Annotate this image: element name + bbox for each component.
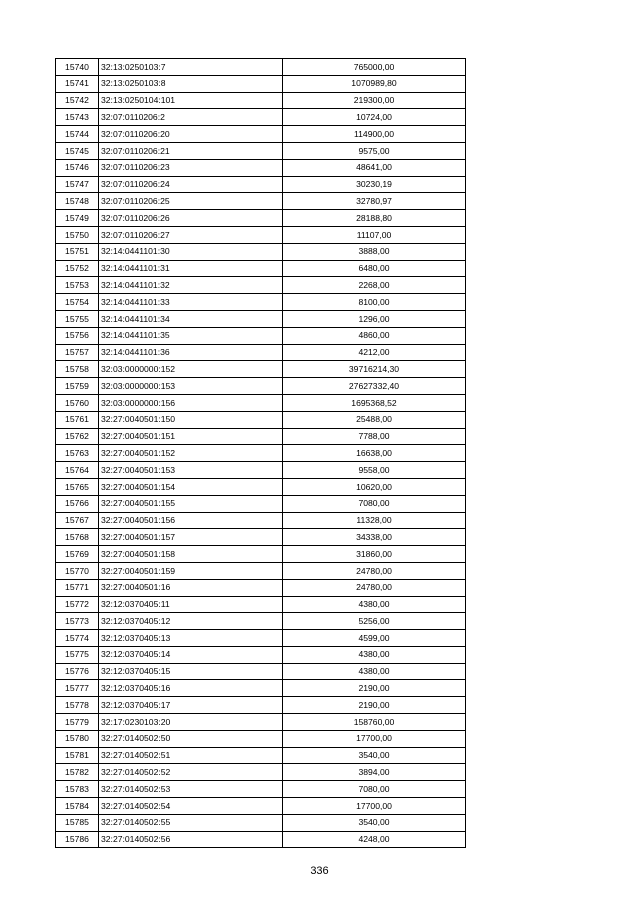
value-cell: 48641,00 bbox=[283, 159, 466, 176]
cadastral-number-cell: 32:14:0441101:31 bbox=[99, 260, 283, 277]
row-number-cell: 15748 bbox=[56, 193, 99, 210]
table-row bbox=[56, 176, 466, 193]
table-row bbox=[56, 226, 466, 243]
cadastral-number-cell: 32:12:0370405:13 bbox=[99, 630, 283, 647]
row-number-cell: 15746 bbox=[56, 159, 99, 176]
row-number-cell: 15747 bbox=[56, 176, 99, 193]
value-cell: 4212,00 bbox=[283, 344, 466, 361]
cadastral-number-cell: 32:27:0040501:158 bbox=[99, 546, 283, 563]
cadastral-number-cell: 32:27:0040501:154 bbox=[99, 478, 283, 495]
value-cell: 31860,00 bbox=[283, 546, 466, 563]
value-cell: 219300,00 bbox=[283, 92, 466, 109]
cadastral-number-cell: 32:14:0441101:34 bbox=[99, 310, 283, 327]
value-cell: 1695368,52 bbox=[283, 394, 466, 411]
table-row bbox=[56, 327, 466, 344]
row-number-cell: 15764 bbox=[56, 462, 99, 479]
cadastral-number-cell: 32:27:0040501:16 bbox=[99, 579, 283, 596]
table-row bbox=[56, 361, 466, 378]
table-row bbox=[56, 310, 466, 327]
value-cell: 17700,00 bbox=[283, 730, 466, 747]
row-number-cell: 15772 bbox=[56, 596, 99, 613]
cadastral-number-cell: 32:07:0110206:2 bbox=[99, 109, 283, 126]
value-cell: 3888,00 bbox=[283, 243, 466, 260]
cadastral-number-cell: 32:13:0250103:7 bbox=[99, 59, 283, 76]
cadastral-number-cell: 32:13:0250104:101 bbox=[99, 92, 283, 109]
value-cell: 30230,19 bbox=[283, 176, 466, 193]
cadastral-number-cell: 32:27:0040501:151 bbox=[99, 428, 283, 445]
value-cell: 32780,97 bbox=[283, 193, 466, 210]
value-cell: 24780,00 bbox=[283, 579, 466, 596]
value-cell: 39716214,30 bbox=[283, 361, 466, 378]
cadastral-number-cell: 32:27:0140502:51 bbox=[99, 747, 283, 764]
cadastral-number-cell: 32:03:0000000:153 bbox=[99, 378, 283, 395]
row-number-cell: 15785 bbox=[56, 814, 99, 831]
table-row bbox=[56, 277, 466, 294]
table-row bbox=[56, 781, 466, 798]
cadastral-number-cell: 32:17:0230103:20 bbox=[99, 714, 283, 731]
row-number-cell: 15749 bbox=[56, 210, 99, 227]
table-row bbox=[56, 495, 466, 512]
value-cell: 28188,80 bbox=[283, 210, 466, 227]
table-row bbox=[56, 243, 466, 260]
table-row bbox=[56, 193, 466, 210]
table-row bbox=[56, 529, 466, 546]
value-cell: 4860,00 bbox=[283, 327, 466, 344]
value-cell: 4380,00 bbox=[283, 596, 466, 613]
cadastral-number-cell: 32:14:0441101:36 bbox=[99, 344, 283, 361]
cadastral-number-cell: 32:27:0040501:150 bbox=[99, 411, 283, 428]
row-number-cell: 15778 bbox=[56, 697, 99, 714]
cadastral-number-cell: 32:12:0370405:12 bbox=[99, 613, 283, 630]
row-number-cell: 15754 bbox=[56, 294, 99, 311]
table-row bbox=[56, 697, 466, 714]
table-row bbox=[56, 831, 466, 848]
row-number-cell: 15759 bbox=[56, 378, 99, 395]
row-number-cell: 15761 bbox=[56, 411, 99, 428]
cadastral-number-cell: 32:12:0370405:15 bbox=[99, 663, 283, 680]
row-number-cell: 15766 bbox=[56, 495, 99, 512]
row-number-cell: 15760 bbox=[56, 394, 99, 411]
table-row bbox=[56, 109, 466, 126]
cadastral-number-cell: 32:07:0110206:23 bbox=[99, 159, 283, 176]
table-row bbox=[56, 142, 466, 159]
value-cell: 9575,00 bbox=[283, 142, 466, 159]
row-number-cell: 15758 bbox=[56, 361, 99, 378]
cadastral-number-cell: 32:12:0370405:11 bbox=[99, 596, 283, 613]
table-row bbox=[56, 798, 466, 815]
table-row bbox=[56, 478, 466, 495]
row-number-cell: 15765 bbox=[56, 478, 99, 495]
value-cell: 34338,00 bbox=[283, 529, 466, 546]
row-number-cell: 15782 bbox=[56, 764, 99, 781]
table-row bbox=[56, 378, 466, 395]
row-number-cell: 15784 bbox=[56, 798, 99, 815]
value-cell: 2190,00 bbox=[283, 697, 466, 714]
value-cell: 4248,00 bbox=[283, 831, 466, 848]
row-number-cell: 15769 bbox=[56, 546, 99, 563]
table-row bbox=[56, 428, 466, 445]
value-cell: 11328,00 bbox=[283, 512, 466, 529]
row-number-cell: 15757 bbox=[56, 344, 99, 361]
table-body bbox=[56, 59, 466, 848]
value-cell: 765000,00 bbox=[283, 59, 466, 76]
value-cell: 25488,00 bbox=[283, 411, 466, 428]
value-cell: 10620,00 bbox=[283, 478, 466, 495]
cadastral-number-cell: 32:27:0140502:56 bbox=[99, 831, 283, 848]
row-number-cell: 15773 bbox=[56, 613, 99, 630]
cadastral-number-cell: 32:27:0140502:54 bbox=[99, 798, 283, 815]
table-row bbox=[56, 462, 466, 479]
cadastral-number-cell: 32:07:0110206:25 bbox=[99, 193, 283, 210]
row-number-cell: 15751 bbox=[56, 243, 99, 260]
row-number-cell: 15755 bbox=[56, 310, 99, 327]
value-cell: 27627332,40 bbox=[283, 378, 466, 395]
cadastral-number-cell: 32:07:0110206:20 bbox=[99, 126, 283, 143]
value-cell: 11107,00 bbox=[283, 226, 466, 243]
table-row bbox=[56, 663, 466, 680]
value-cell: 4380,00 bbox=[283, 663, 466, 680]
cadastral-number-cell: 32:13:0250103:8 bbox=[99, 75, 283, 92]
row-number-cell: 15742 bbox=[56, 92, 99, 109]
table-row bbox=[56, 126, 466, 143]
table-row bbox=[56, 260, 466, 277]
value-cell: 1070989,80 bbox=[283, 75, 466, 92]
cadastral-number-cell: 32:03:0000000:156 bbox=[99, 394, 283, 411]
row-number-cell: 15767 bbox=[56, 512, 99, 529]
cadastral-number-cell: 32:07:0110206:26 bbox=[99, 210, 283, 227]
parcel-value-table bbox=[55, 58, 466, 848]
row-number-cell: 15768 bbox=[56, 529, 99, 546]
table-row bbox=[56, 59, 466, 76]
value-cell: 2190,00 bbox=[283, 680, 466, 697]
cadastral-number-cell: 32:12:0370405:16 bbox=[99, 680, 283, 697]
table-row bbox=[56, 747, 466, 764]
table-row bbox=[56, 210, 466, 227]
table-row bbox=[56, 445, 466, 462]
table-row bbox=[56, 411, 466, 428]
row-number-cell: 15763 bbox=[56, 445, 99, 462]
table-row bbox=[56, 613, 466, 630]
table-row bbox=[56, 294, 466, 311]
row-number-cell: 15777 bbox=[56, 680, 99, 697]
value-cell: 1296,00 bbox=[283, 310, 466, 327]
cadastral-number-cell: 32:12:0370405:14 bbox=[99, 646, 283, 663]
cadastral-number-cell: 32:14:0441101:33 bbox=[99, 294, 283, 311]
cadastral-number-cell: 32:27:0140502:50 bbox=[99, 730, 283, 747]
table-row bbox=[56, 730, 466, 747]
row-number-cell: 15780 bbox=[56, 730, 99, 747]
value-cell: 8100,00 bbox=[283, 294, 466, 311]
row-number-cell: 15741 bbox=[56, 75, 99, 92]
table-row bbox=[56, 394, 466, 411]
cadastral-number-cell: 32:14:0441101:32 bbox=[99, 277, 283, 294]
cadastral-number-cell: 32:07:0110206:24 bbox=[99, 176, 283, 193]
value-cell: 10724,00 bbox=[283, 109, 466, 126]
table-row bbox=[56, 92, 466, 109]
row-number-cell: 15740 bbox=[56, 59, 99, 76]
table-row bbox=[56, 680, 466, 697]
row-number-cell: 15786 bbox=[56, 831, 99, 848]
cadastral-number-cell: 32:14:0441101:35 bbox=[99, 327, 283, 344]
value-cell: 3540,00 bbox=[283, 814, 466, 831]
value-cell: 9558,00 bbox=[283, 462, 466, 479]
cadastral-number-cell: 32:27:0040501:159 bbox=[99, 562, 283, 579]
table-row bbox=[56, 546, 466, 563]
table-row bbox=[56, 596, 466, 613]
table-row bbox=[56, 714, 466, 731]
row-number-cell: 15771 bbox=[56, 579, 99, 596]
cadastral-number-cell: 32:12:0370405:17 bbox=[99, 697, 283, 714]
value-cell: 24780,00 bbox=[283, 562, 466, 579]
row-number-cell: 15743 bbox=[56, 109, 99, 126]
value-cell: 4380,00 bbox=[283, 646, 466, 663]
value-cell: 6480,00 bbox=[283, 260, 466, 277]
table-row bbox=[56, 75, 466, 92]
value-cell: 5256,00 bbox=[283, 613, 466, 630]
cadastral-number-cell: 32:07:0110206:27 bbox=[99, 226, 283, 243]
table-row bbox=[56, 512, 466, 529]
cadastral-number-cell: 32:27:0040501:156 bbox=[99, 512, 283, 529]
cadastral-number-cell: 32:07:0110206:21 bbox=[99, 142, 283, 159]
value-cell: 3540,00 bbox=[283, 747, 466, 764]
cadastral-number-cell: 32:27:0140502:55 bbox=[99, 814, 283, 831]
row-number-cell: 15756 bbox=[56, 327, 99, 344]
row-number-cell: 15774 bbox=[56, 630, 99, 647]
row-number-cell: 15783 bbox=[56, 781, 99, 798]
row-number-cell: 15781 bbox=[56, 747, 99, 764]
row-number-cell: 15762 bbox=[56, 428, 99, 445]
cadastral-number-cell: 32:27:0040501:157 bbox=[99, 529, 283, 546]
table-row bbox=[56, 630, 466, 647]
table-row bbox=[56, 646, 466, 663]
row-number-cell: 15750 bbox=[56, 226, 99, 243]
value-cell: 7080,00 bbox=[283, 781, 466, 798]
row-number-cell: 15752 bbox=[56, 260, 99, 277]
value-cell: 7080,00 bbox=[283, 495, 466, 512]
value-cell: 17700,00 bbox=[283, 798, 466, 815]
value-cell: 3894,00 bbox=[283, 764, 466, 781]
table-row bbox=[56, 814, 466, 831]
value-cell: 158760,00 bbox=[283, 714, 466, 731]
cadastral-number-cell: 32:27:0040501:153 bbox=[99, 462, 283, 479]
row-number-cell: 15770 bbox=[56, 562, 99, 579]
value-cell: 114900,00 bbox=[283, 126, 466, 143]
row-number-cell: 15779 bbox=[56, 714, 99, 731]
value-cell: 2268,00 bbox=[283, 277, 466, 294]
value-cell: 4599,00 bbox=[283, 630, 466, 647]
cadastral-number-cell: 32:27:0040501:152 bbox=[99, 445, 283, 462]
cadastral-number-cell: 32:14:0441101:30 bbox=[99, 243, 283, 260]
table-row bbox=[56, 579, 466, 596]
table-row bbox=[56, 562, 466, 579]
row-number-cell: 15753 bbox=[56, 277, 99, 294]
row-number-cell: 15744 bbox=[56, 126, 99, 143]
cadastral-number-cell: 32:27:0140502:52 bbox=[99, 764, 283, 781]
value-cell: 7788,00 bbox=[283, 428, 466, 445]
row-number-cell: 15745 bbox=[56, 142, 99, 159]
table-row bbox=[56, 344, 466, 361]
page-number: 336 bbox=[310, 865, 329, 877]
table-row bbox=[56, 764, 466, 781]
row-number-cell: 15775 bbox=[56, 646, 99, 663]
value-cell: 16638,00 bbox=[283, 445, 466, 462]
row-number-cell: 15776 bbox=[56, 663, 99, 680]
cadastral-number-cell: 32:27:0140502:53 bbox=[99, 781, 283, 798]
cadastral-number-cell: 32:27:0040501:155 bbox=[99, 495, 283, 512]
table-row bbox=[56, 159, 466, 176]
cadastral-number-cell: 32:03:0000000:152 bbox=[99, 361, 283, 378]
